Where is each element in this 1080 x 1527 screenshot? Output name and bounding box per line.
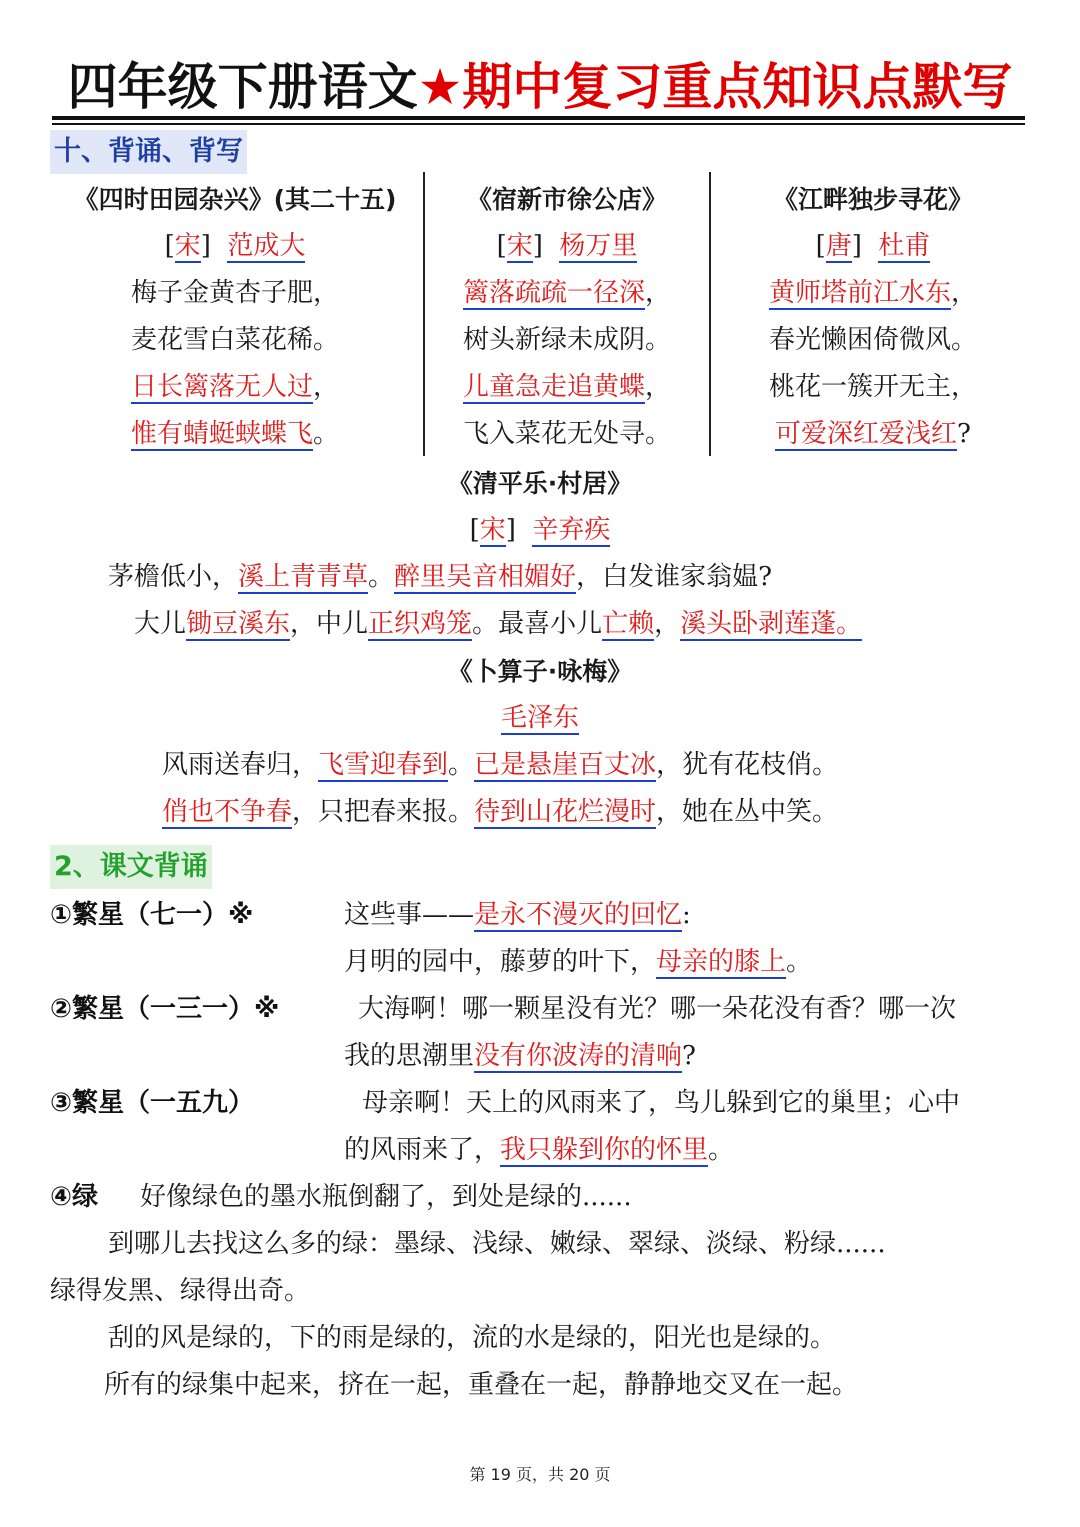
poem-line — [432, 364, 702, 411]
poem-line — [55, 364, 415, 411]
poem-author-line: [宋] 杨万里 — [496, 231, 638, 261]
page-number: 第 19 页，共 20 页 — [469, 1465, 611, 1484]
page-title — [0, 50, 1080, 124]
poem-line-text: 春光懒困倚微风。 — [768, 325, 977, 355]
recite-item-heading: ③繁星（一五九） — [50, 1088, 255, 1118]
poem-line-answer: 飞雪迎春到 — [318, 750, 449, 780]
punctuation: 。 — [368, 562, 395, 592]
dynasty-answer: 唐 — [825, 231, 852, 261]
author-answer: 辛弃疾 — [532, 515, 611, 545]
poem-line-text: 茅檐低小， — [108, 562, 239, 592]
poem-line — [55, 317, 415, 364]
punctuation: ， — [645, 372, 672, 402]
recite-line: 绿得发黑、绿得出奇。 — [50, 1276, 311, 1306]
author-answer: 毛泽东 — [500, 703, 579, 733]
recite-line: 好像绿色的墨水瓶倒翻了，到处是绿的...... — [140, 1182, 632, 1212]
poem-line-answer: 儿童急走追黄蝶 — [462, 372, 645, 402]
poem-line — [162, 789, 838, 836]
punctuation: ， — [654, 609, 681, 639]
poem-line-answer: 溪头卧剥莲蓬。 — [680, 609, 863, 639]
poem-line-text: 麦花雪白菜花稀。 — [130, 325, 339, 355]
poem-title: 《江畔独步寻花》 — [772, 185, 973, 214]
poem-column-1 — [55, 176, 415, 458]
title-prefix: 四年级下册语文 — [67, 58, 418, 116]
poem-line-answer: 日长篱落无人过 — [130, 372, 313, 402]
author-answer: 杨万里 — [559, 231, 638, 261]
recite-line — [362, 1080, 960, 1127]
poem-line — [718, 270, 1028, 317]
poem-line-text: ，犹有花枝俏。 — [656, 750, 839, 780]
punctuation: 。 — [786, 947, 813, 977]
punctuation: 。 — [313, 419, 340, 449]
title-rule-thin — [52, 123, 1025, 125]
recite-line: 到哪儿去找这么多的绿：墨绿、浅绿、嫩绿、翠绿、淡绿、粉绿...... — [108, 1229, 886, 1259]
poem-line-text: ，白发谁家翁媪? — [576, 562, 773, 592]
poem-line-text: 树头新绿未成阴。 — [462, 325, 671, 355]
poem-author-line: [唐] 杜甫 — [815, 231, 931, 261]
poem-line-answer: 醉里吴音相媚好 — [394, 562, 577, 592]
recite-answer: 母亲的膝上 — [656, 947, 787, 977]
poem-title: 《卜算子·咏梅》 — [447, 657, 633, 686]
poem-line-text: 。最喜小儿 — [472, 609, 603, 639]
poem-line — [432, 270, 702, 317]
author-answer: 杜甫 — [878, 231, 931, 261]
poem-line-text: ，只把春来报。 — [292, 797, 475, 827]
poem-line-answer: 惟有蜻蜓蛱蝶飞 — [130, 419, 313, 449]
punctuation: ? — [682, 1041, 696, 1071]
recite-answer: 是永不漫灭的回忆 — [474, 900, 683, 930]
recite-line: 刮的风是绿的，下的雨是绿的，流的水是绿的，阳光也是绿的。 — [108, 1323, 837, 1353]
recite-text: 我的思潮里 — [344, 1041, 475, 1071]
poem-line — [134, 601, 862, 648]
dynasty-answer: 宋 — [479, 515, 506, 545]
punctuation: ， — [951, 278, 978, 308]
recite-text: 大海啊！哪一颗星没有光？哪一朵花没有香？哪一次 — [358, 994, 957, 1024]
poem-line — [718, 411, 1028, 458]
poem-line-text: 梅子金黄杏子肥， — [130, 278, 339, 308]
recite-answer: 我只躲到你的怀里 — [500, 1135, 709, 1165]
poem-line — [432, 411, 702, 458]
section-heading-text-recitation: 2、课文背诵 — [50, 845, 212, 889]
punctuation: ， — [313, 372, 340, 402]
poem-line-answer: 篱落疏疏一径深 — [462, 278, 645, 308]
recite-line — [344, 1127, 734, 1174]
poem-column-3 — [718, 176, 1028, 458]
recite-text: 母亲啊！天上的风雨来了，鸟儿躲到它的巢里；心中 — [362, 1088, 961, 1118]
poem-author-line: [宋] 范成大 — [164, 231, 306, 261]
poem-line — [108, 554, 772, 601]
poem-line — [162, 742, 838, 789]
poem-line-answer: 黄师塔前江水东 — [768, 278, 951, 308]
column-divider — [709, 172, 711, 456]
punctuation: ， — [645, 278, 672, 308]
author-answer: 范成大 — [227, 231, 306, 261]
poem-line-answer: 可爱深红爱浅红 — [775, 419, 958, 449]
recite-item-heading: ②繁星（一三一）※ — [50, 994, 280, 1024]
recite-text: 月明的园中，藤萝的叶下， — [344, 947, 657, 977]
column-divider — [423, 172, 425, 456]
recite-item-heading: ④绿 — [50, 1182, 99, 1212]
punctuation: : — [682, 900, 691, 930]
section-heading-recite-write: 十、背诵、背写 — [50, 130, 247, 174]
recite-answer: 没有你波涛的清响 — [474, 1041, 683, 1071]
poem-author-line: [宋] 辛弃疾 — [469, 515, 611, 545]
recite-line — [358, 986, 956, 1033]
dynasty-answer: 宋 — [174, 231, 201, 261]
poem-line — [55, 270, 415, 317]
poem-line-answer: 锄豆溪东 — [186, 609, 291, 639]
title-rule-thick — [52, 116, 1025, 120]
recite-text: 的风雨来了， — [344, 1135, 501, 1165]
poem-line — [718, 317, 1028, 364]
poem-author-line — [0, 695, 1080, 742]
poem-line-text: 风雨送春归， — [162, 750, 319, 780]
poem-line-answer: 正织鸡笼 — [368, 609, 473, 639]
poem-title: 《四时田园杂兴》(其二十五) — [73, 185, 397, 214]
recite-item-heading: ①繁星（七一）※ — [50, 900, 254, 930]
poem-line — [718, 364, 1028, 411]
poem-line-text: 大儿 — [134, 609, 187, 639]
poem-line-answer: 溪上青青草 — [238, 562, 369, 592]
title-highlight: 期中复习重点知识点默写 — [462, 58, 1013, 116]
star-icon: ★ — [417, 58, 463, 116]
poem-line-text: 桃花一簇开无主， — [768, 372, 977, 402]
recite-line — [344, 892, 691, 939]
poem-line-answer: 已是悬崖百丈冰 — [474, 750, 657, 780]
poem-line-answer: 待到山花烂漫时 — [474, 797, 657, 827]
poem-line — [55, 411, 415, 458]
poem-line-text: ，中儿 — [290, 609, 369, 639]
poem-column-2 — [432, 176, 702, 458]
poem-title: 《清平乐·村居》 — [447, 469, 633, 498]
poem-title: 《宿新市徐公店》 — [466, 185, 667, 214]
recite-line: 所有的绿集中起来，挤在一起，重叠在一起，静静地交叉在一起。 — [104, 1370, 859, 1400]
poem-line-text: ，她在丛中笑。 — [656, 797, 839, 827]
punctuation: 。 — [448, 750, 475, 780]
poem-line-answer: 俏也不争春 — [162, 797, 293, 827]
punctuation: 。 — [708, 1135, 735, 1165]
dynasty-answer: 宋 — [506, 231, 533, 261]
poem-line-text: 飞入菜花无处寻。 — [462, 419, 671, 449]
recite-text: 这些事—— — [344, 900, 475, 930]
poem-line-answer: 亡赖 — [602, 609, 655, 639]
recite-line — [344, 939, 812, 986]
punctuation: ? — [957, 419, 971, 449]
recite-line — [344, 1033, 696, 1080]
poem-line — [432, 317, 702, 364]
